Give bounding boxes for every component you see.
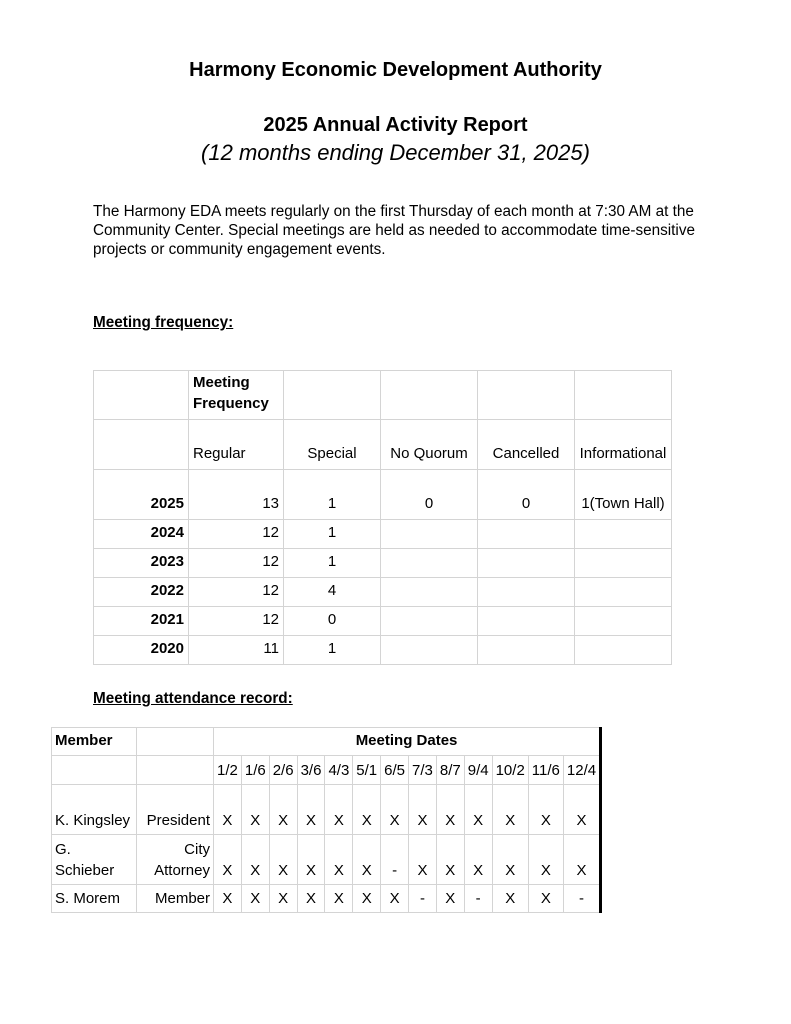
- attendance-mark: X: [528, 785, 563, 835]
- table-row: [94, 470, 672, 520]
- no-quorum-cell: [381, 607, 478, 636]
- cancelled-cell: 0: [478, 470, 575, 520]
- special-cell: 0: [284, 607, 381, 636]
- member-role: President: [137, 785, 214, 835]
- member-name: K. Kingsley: [52, 785, 137, 835]
- attendance-mark: -: [563, 885, 600, 913]
- informational-cell: [575, 636, 672, 665]
- table-cell: [381, 371, 478, 420]
- member-header: Member: [52, 728, 137, 756]
- regular-cell: 12: [189, 549, 284, 578]
- attendance-mark: X: [297, 835, 325, 885]
- member-row: [52, 835, 601, 885]
- year-cell: 2020: [94, 636, 189, 665]
- cancelled-cell: [478, 520, 575, 549]
- informational-cell: [575, 578, 672, 607]
- date-header: 8/7: [436, 756, 464, 785]
- attendance-mark: X: [325, 785, 353, 835]
- column-header: Regular: [189, 420, 284, 470]
- column-header: No Quorum: [381, 420, 478, 470]
- attendance-mark: X: [409, 835, 437, 885]
- informational-cell: [575, 607, 672, 636]
- attendance-mark: X: [325, 885, 353, 913]
- attendance-mark: X: [436, 835, 464, 885]
- year-cell: 2021: [94, 607, 189, 636]
- date-header: 4/3: [325, 756, 353, 785]
- attendance-mark: X: [492, 885, 528, 913]
- table-row: [94, 549, 672, 578]
- year-cell: 2022: [94, 578, 189, 607]
- date-header: 1/2: [214, 756, 242, 785]
- date-header: 12/4: [563, 756, 600, 785]
- attendance-mark: X: [214, 885, 242, 913]
- table-row: [94, 520, 672, 549]
- table-cell: [52, 756, 137, 785]
- informational-cell: 1(Town Hall): [575, 470, 672, 520]
- attendance-mark: X: [492, 835, 528, 885]
- table-cell: [137, 728, 214, 756]
- date-row: [52, 756, 601, 785]
- year-cell: 2024: [94, 520, 189, 549]
- attendance-heading: Meeting attendance record:: [93, 690, 293, 707]
- attendance-mark: X: [563, 785, 600, 835]
- no-quorum-cell: [381, 578, 478, 607]
- cancelled-cell: [478, 607, 575, 636]
- report-subtitle: (12 months ending December 31, 2025): [201, 140, 590, 165]
- table-row: [94, 578, 672, 607]
- meeting-frequency-table: [93, 370, 672, 665]
- attendance-mark: X: [528, 885, 563, 913]
- meeting-frequency-heading: Meeting frequency:: [93, 314, 234, 331]
- table-row: [94, 607, 672, 636]
- organization-title: Harmony Economic Development Authority: [189, 59, 602, 81]
- attendance-mark: X: [241, 785, 269, 835]
- date-header: 6/5: [381, 756, 409, 785]
- date-header: 5/1: [353, 756, 381, 785]
- attendance-mark: X: [436, 885, 464, 913]
- regular-cell: 12: [189, 578, 284, 607]
- column-header: Informational: [575, 420, 672, 470]
- attendance-mark: X: [353, 785, 381, 835]
- date-header: 7/3: [409, 756, 437, 785]
- special-cell: 1: [284, 470, 381, 520]
- informational-cell: [575, 520, 672, 549]
- attendance-mark: X: [241, 885, 269, 913]
- special-cell: 4: [284, 578, 381, 607]
- attendance-mark: X: [464, 785, 492, 835]
- date-header: 9/4: [464, 756, 492, 785]
- year-cell: 2023: [94, 549, 189, 578]
- intro-paragraph: The Harmony EDA meets regularly on the first Thursday of each month at 7:30 AM at the Community Center. Special meetings are held as needed to accommodate time-sensitive projects or community engagement events.: [93, 203, 695, 258]
- table-header-row: [52, 728, 601, 756]
- attendance-mark: X: [269, 785, 297, 835]
- member-row: [52, 785, 601, 835]
- attendance-mark: X: [214, 785, 242, 835]
- attendance-mark: X: [409, 785, 437, 835]
- attendance-mark: X: [297, 885, 325, 913]
- date-header: 3/6: [297, 756, 325, 785]
- date-header: 11/6: [528, 756, 563, 785]
- attendance-mark: X: [325, 835, 353, 885]
- attendance-mark: X: [297, 785, 325, 835]
- regular-cell: 13: [189, 470, 284, 520]
- regular-cell: 12: [189, 607, 284, 636]
- attendance-mark: -: [464, 885, 492, 913]
- date-header: 10/2: [492, 756, 528, 785]
- column-header-row: [94, 420, 672, 470]
- attendance-mark: X: [353, 885, 381, 913]
- attendance-mark: X: [492, 785, 528, 835]
- no-quorum-cell: [381, 636, 478, 665]
- attendance-mark: X: [528, 835, 563, 885]
- no-quorum-cell: 0: [381, 470, 478, 520]
- table-cell: [94, 371, 189, 420]
- date-header: 2/6: [269, 756, 297, 785]
- attendance-mark: X: [214, 835, 242, 885]
- attendance-mark: X: [381, 785, 409, 835]
- regular-cell: 12: [189, 520, 284, 549]
- member-role: City Attorney: [137, 835, 214, 885]
- table-cell: [284, 371, 381, 420]
- table-cell: [575, 371, 672, 420]
- date-header: 1/6: [241, 756, 269, 785]
- cancelled-cell: [478, 549, 575, 578]
- member-role: Member: [137, 885, 214, 913]
- special-cell: 1: [284, 520, 381, 549]
- regular-cell: 11: [189, 636, 284, 665]
- attendance-mark: -: [409, 885, 437, 913]
- special-cell: 1: [284, 549, 381, 578]
- table-header-row: [94, 371, 672, 420]
- attendance-table: [51, 727, 602, 913]
- member-row: [52, 885, 601, 913]
- member-name: G. Schieber: [52, 835, 137, 885]
- cancelled-cell: [478, 636, 575, 665]
- informational-cell: [575, 549, 672, 578]
- special-cell: 1: [284, 636, 381, 665]
- column-header: Cancelled: [478, 420, 575, 470]
- member-name: S. Morem: [52, 885, 137, 913]
- attendance-mark: X: [464, 835, 492, 885]
- attendance-mark: X: [436, 785, 464, 835]
- attendance-mark: X: [269, 885, 297, 913]
- attendance-mark: X: [269, 835, 297, 885]
- attendance-mark: X: [241, 835, 269, 885]
- table-cell: [137, 756, 214, 785]
- no-quorum-cell: [381, 520, 478, 549]
- table-row: [94, 636, 672, 665]
- dates-header: Meeting Dates: [214, 728, 601, 756]
- no-quorum-cell: [381, 549, 478, 578]
- table-cell: [94, 420, 189, 470]
- table-cell: [478, 371, 575, 420]
- column-header: Special: [284, 420, 381, 470]
- cancelled-cell: [478, 578, 575, 607]
- attendance-mark: X: [353, 835, 381, 885]
- attendance-mark: X: [563, 835, 600, 885]
- report-title: 2025 Annual Activity Report: [263, 114, 528, 136]
- attendance-mark: -: [381, 835, 409, 885]
- group-header-cell: Meeting Frequency: [189, 371, 284, 420]
- attendance-mark: X: [381, 885, 409, 913]
- year-cell: 2025: [94, 470, 189, 520]
